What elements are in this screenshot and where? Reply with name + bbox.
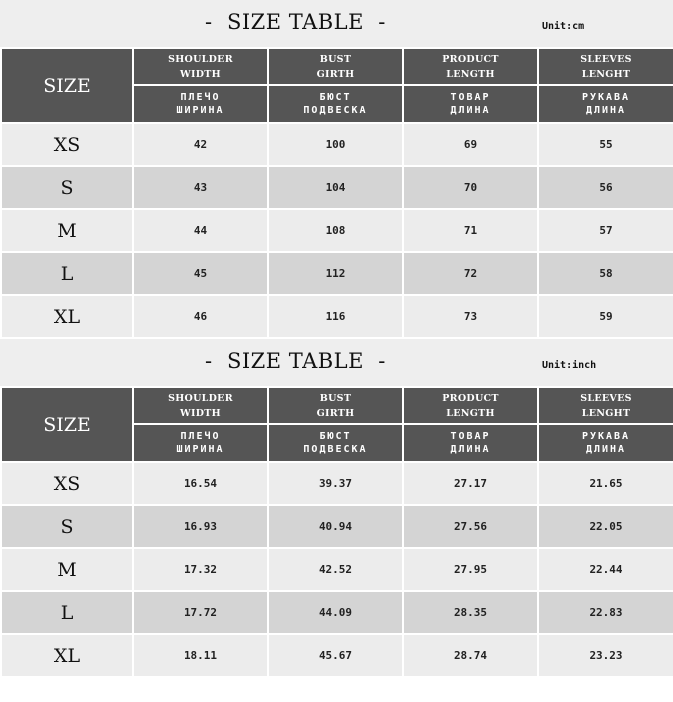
measurement-value: 42.52 — [268, 548, 403, 591]
measurement-value: 16.93 — [133, 505, 268, 548]
header-line: БЮСТ — [319, 92, 352, 103]
column-header-english — [133, 387, 268, 424]
header-line: ТОВАР — [450, 431, 491, 442]
column-header-english — [268, 387, 403, 424]
measurement-value: 72 — [403, 252, 538, 295]
measurement-value: 17.72 — [133, 591, 268, 634]
measurement-value: 21.65 — [538, 462, 673, 505]
size-column-header: SIZE — [1, 48, 133, 123]
measurement-value: 112 — [268, 252, 403, 295]
header-line: ШИРИНА — [176, 105, 225, 116]
measurement-value: 55 — [538, 123, 673, 166]
header-line: WIDTH — [180, 68, 221, 80]
size-table — [0, 386, 673, 678]
column-header-russian — [403, 85, 538, 123]
measurement-value: 46 — [133, 295, 268, 338]
column-header-russian — [133, 424, 268, 462]
table-row — [1, 166, 673, 209]
header-line: ШИРИНА — [176, 444, 225, 455]
header-line: SHOULDER — [168, 53, 233, 65]
table-row — [1, 123, 673, 166]
header-line: ПЛЕЧО — [180, 92, 221, 103]
table-row — [1, 252, 673, 295]
header-line: BUST — [319, 53, 352, 65]
column-header-russian — [133, 85, 268, 123]
size-column-header: SIZE — [1, 387, 133, 462]
measurement-value: 22.44 — [538, 548, 673, 591]
column-header-russian — [268, 424, 403, 462]
measurement-value: 44.09 — [268, 591, 403, 634]
table-row — [1, 295, 673, 338]
header-line: БЮСТ — [319, 431, 352, 442]
measurement-value: 59 — [538, 295, 673, 338]
column-header-russian — [403, 424, 538, 462]
measurement-value: 22.05 — [538, 505, 673, 548]
measurement-value: 16.54 — [133, 462, 268, 505]
measurement-value: 39.37 — [268, 462, 403, 505]
measurement-value: 23.23 — [538, 634, 673, 677]
measurement-value: 100 — [268, 123, 403, 166]
unit-label: Unit:cm — [542, 21, 585, 32]
header-row-english — [1, 48, 673, 85]
measurement-value: 69 — [403, 123, 538, 166]
header-line: LENGHT — [581, 407, 631, 419]
measurement-value: 108 — [268, 209, 403, 252]
header-row-english — [1, 387, 673, 424]
unit-label: Unit:inch — [542, 360, 597, 371]
size-label: S — [1, 166, 133, 209]
header-line: WIDTH — [180, 407, 221, 419]
column-header-english — [133, 48, 268, 85]
header-line: LENGHT — [581, 68, 631, 80]
measurement-value: 22.83 — [538, 591, 673, 634]
header-line: LENGTH — [446, 68, 495, 80]
measurement-value: 43 — [133, 166, 268, 209]
header-line: ПЛЕЧО — [180, 431, 221, 442]
column-header-english — [538, 48, 673, 85]
header-line: GIRTH — [316, 68, 355, 80]
measurement-value: 57 — [538, 209, 673, 252]
table-row — [1, 209, 673, 252]
table-title: - SIZE TABLE - — [205, 349, 386, 373]
header-line: ДЛИНА — [450, 105, 491, 116]
size-table — [0, 47, 673, 339]
size-label: XS — [1, 123, 133, 166]
size-label: XL — [1, 295, 133, 338]
measurement-value: 27.56 — [403, 505, 538, 548]
title-bar — [0, 339, 673, 386]
column-header-english — [538, 387, 673, 424]
header-line: ТОВАР — [450, 92, 491, 103]
column-header-english — [268, 48, 403, 85]
header-line: ДЛИНА — [450, 444, 491, 455]
size-label: XS — [1, 462, 133, 505]
header-line: GIRTH — [316, 407, 355, 419]
size-label: XL — [1, 634, 133, 677]
size-table-section — [0, 0, 673, 339]
measurement-value: 45 — [133, 252, 268, 295]
header-line: LENGTH — [446, 407, 495, 419]
measurement-value: 27.17 — [403, 462, 538, 505]
size-label: S — [1, 505, 133, 548]
measurement-value: 44 — [133, 209, 268, 252]
title-bar — [0, 0, 673, 47]
measurement-value: 18.11 — [133, 634, 268, 677]
size-table-section — [0, 339, 673, 678]
column-header-russian — [538, 424, 673, 462]
header-line: ДЛИНА — [585, 444, 627, 455]
header-line: BUST — [319, 392, 352, 404]
table-row — [1, 591, 673, 634]
measurement-value: 56 — [538, 166, 673, 209]
table-row — [1, 634, 673, 677]
size-label: L — [1, 252, 133, 295]
header-line: ПОДВЕСКА — [303, 444, 368, 455]
measurement-value: 71 — [403, 209, 538, 252]
measurement-value: 42 — [133, 123, 268, 166]
size-label: M — [1, 548, 133, 591]
measurement-value: 17.32 — [133, 548, 268, 591]
measurement-value: 28.35 — [403, 591, 538, 634]
column-header-english — [403, 387, 538, 424]
header-line: PRODUCT — [442, 392, 499, 404]
measurement-value: 70 — [403, 166, 538, 209]
table-title: - SIZE TABLE - — [205, 10, 386, 34]
header-line: ДЛИНА — [585, 105, 627, 116]
header-line: РУКАВА — [581, 92, 631, 103]
header-line: PRODUCT — [442, 53, 499, 65]
column-header-russian — [268, 85, 403, 123]
size-label: M — [1, 209, 133, 252]
header-line: ПОДВЕСКА — [303, 105, 368, 116]
measurement-value: 45.67 — [268, 634, 403, 677]
column-header-russian — [538, 85, 673, 123]
measurement-value: 104 — [268, 166, 403, 209]
table-row — [1, 505, 673, 548]
column-header-english — [403, 48, 538, 85]
header-line: SHOULDER — [168, 392, 233, 404]
measurement-value: 73 — [403, 295, 538, 338]
measurement-value: 28.74 — [403, 634, 538, 677]
measurement-value: 58 — [538, 252, 673, 295]
size-label: L — [1, 591, 133, 634]
measurement-value: 27.95 — [403, 548, 538, 591]
measurement-value: 116 — [268, 295, 403, 338]
header-line: SLEEVES — [580, 53, 632, 65]
header-line: SLEEVES — [580, 392, 632, 404]
table-row — [1, 548, 673, 591]
measurement-value: 40.94 — [268, 505, 403, 548]
table-row — [1, 462, 673, 505]
header-line: РУКАВА — [581, 431, 631, 442]
